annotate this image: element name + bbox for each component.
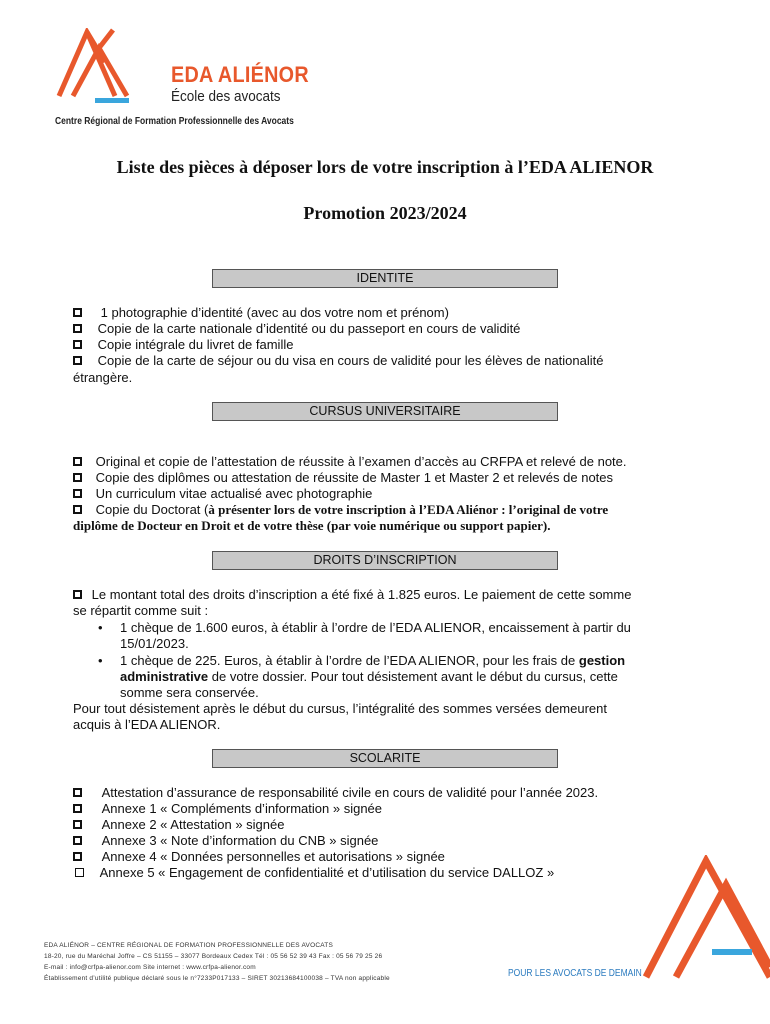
brand-subtitle: École des avocats [171, 88, 281, 105]
list-item: Copie intégrale du livret de famille [73, 337, 293, 353]
list-item: Annexe 2 « Attestation » signée [73, 817, 284, 833]
checkbox-icon [73, 852, 82, 861]
fee-bullet-1-continuation: 15/01/2023. [120, 636, 189, 651]
bullet-icon: • [98, 620, 103, 635]
page-title: Liste des pièces à déposer lors de votre inscription à l’EDA ALIENOR [116, 157, 654, 177]
section-header-identite: IDENTITE [212, 269, 558, 288]
checkbox-icon [73, 308, 82, 317]
fee-bullet-2-continuation: somme sera conservée. [120, 685, 259, 700]
footer-line-3: E-mail : info@crfpa-alienor.com Site internet : www.crfpa-alienor.com [44, 964, 256, 971]
checkbox-icon [73, 804, 82, 813]
brand-name: EDA ALIÉNOR [171, 62, 309, 87]
list-item: Annexe 4 « Données personnelles et autorisations » signée [73, 849, 445, 865]
list-item: Copie des diplômes ou attestation de réussite de Master 1 et Master 2 et relevés de notes [73, 470, 613, 486]
footer-tagline: POUR LES AVOCATS DE DEMAIN [508, 968, 642, 979]
list-item: Annexe 1 « Compléments d’information » signée [73, 801, 382, 817]
footer-line-1: EDA ALIÉNOR – CENTRE RÉGIONAL DE FORMATION PROFESSIONNELLE DES AVOCATS [44, 942, 333, 949]
checkbox-icon [73, 788, 82, 797]
list-item: Copie de la carte de séjour ou du visa en cours de validité pour les élèves de nationalité [73, 353, 604, 369]
fee-outro-continuation: acquis à l’EDA ALIENOR. [73, 717, 221, 732]
checkbox-icon [73, 324, 82, 333]
list-item: Copie du Doctorat (à présenter lors de votre inscription à l’EDA Aliénor : l’original de votre [73, 502, 608, 518]
list-item: 1 photographie d’identité (avec au dos votre nom et prénom) [73, 305, 449, 321]
checkbox-icon [73, 505, 82, 514]
fee-bullet-2-continuation: administrative de votre dossier. Pour tout désistement avant le début du cursus, cette [120, 669, 618, 684]
list-item: Annexe 3 « Note d’information du CNB » signée [73, 833, 378, 849]
checkbox-icon [73, 473, 82, 482]
promotion-title: Promotion 2023/2024 [303, 203, 467, 223]
fee-intro-continuation: se répartit comme suit : [73, 603, 209, 618]
list-item-continuation: diplôme de Docteur en Droit et de votre thèse (par voie numérique ou support papier). [73, 518, 551, 533]
brand-tagline: Centre Régional de Formation Professionnelle des Avocats [55, 116, 294, 127]
footer-logo-icon [640, 855, 770, 983]
checkbox-icon [73, 489, 82, 498]
checkbox-icon [73, 356, 82, 365]
list-item: Un curriculum vitae actualisé avec photographie [73, 486, 372, 502]
eda-logo-icon [55, 28, 167, 108]
footer-line-2: 18-20, rue du Maréchal Joffre – CS 51155 – 33077 Bordeaux Cedex Tél : 05 56 52 39 43 Fax : 05 56 79 25 26 [44, 953, 383, 960]
list-item-continuation: étrangère. [73, 370, 133, 385]
checkbox-icon [73, 590, 82, 599]
footer-line-4: Établissement d’utilité publique déclaré sous le n°7233P017133 – SIRET 30213684100038 – TVA non applicable [44, 975, 390, 982]
list-item: Annexe 5 « Engagement de confidentialité et d’utilisation du service DALLOZ » [75, 865, 554, 881]
fee-outro: Pour tout désistement après le début du cursus, l’intégralité des sommes versées demeurent [73, 701, 607, 716]
fee-intro: Le montant total des droits d’inscription a été fixé à 1.825 euros. Le paiement de cette somme [73, 587, 631, 603]
section-header-scolarite: SCOLARITE [212, 749, 558, 768]
section-header-cursus: CURSUS UNIVERSITAIRE [212, 402, 558, 421]
bullet-icon: • [98, 653, 103, 668]
checkbox-icon [75, 868, 84, 877]
checkbox-icon [73, 457, 82, 466]
list-item: Original et copie de l’attestation de réussite à l’examen d’accès au CRFPA et relevé de note. [73, 454, 627, 470]
checkbox-icon [73, 820, 82, 829]
checkbox-icon [73, 836, 82, 845]
fee-bullet-2: 1 chèque de 225. Euros, à établir à l’ordre de l’EDA ALIENOR, pour les frais de gestion [120, 653, 626, 668]
list-item: Copie de la carte nationale d’identité ou du passeport en cours de validité [73, 321, 520, 337]
fee-bullet-1: 1 chèque de 1.600 euros, à établir à l’ordre de l’EDA ALIENOR, encaissement à partir du [120, 620, 631, 635]
section-header-droits: DROITS D’INSCRIPTION [212, 551, 558, 570]
list-item: Attestation d’assurance de responsabilité civile en cours de validité pour l’année 2023. [73, 785, 598, 801]
checkbox-icon [73, 340, 82, 349]
